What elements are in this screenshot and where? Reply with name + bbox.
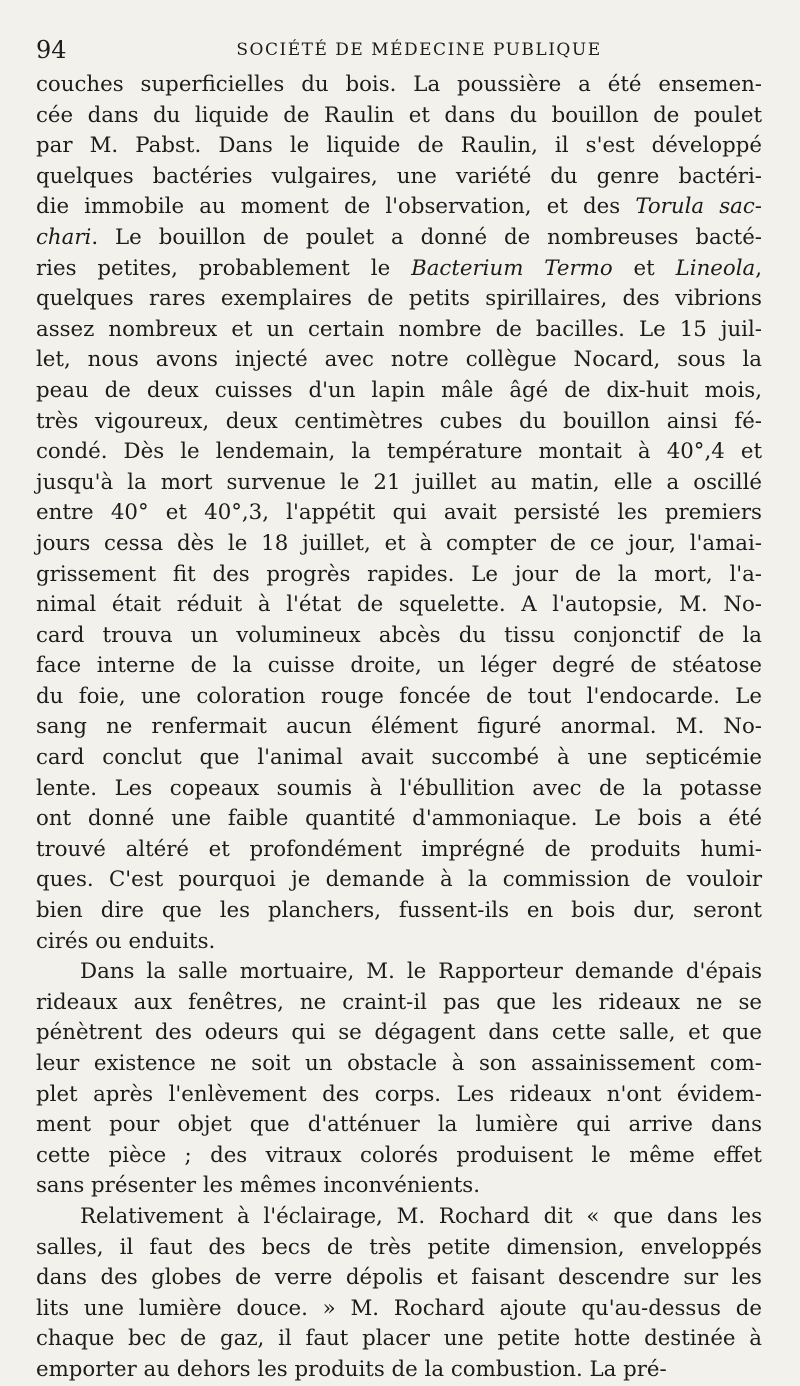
text-line: lente. Les copeaux soumis à l'ébullition avec de la potasse [36, 775, 762, 801]
text-line: ment pour objet que d'atténuer la lumière qui arrive dans [36, 1112, 762, 1138]
text-line: ques. C'est pourquoi je demande à la commission de vouloir [36, 867, 762, 893]
paragraph [36, 70, 762, 957]
text-line: ont donné une faible quantité d'ammoniaque. Le bois a été [36, 806, 762, 832]
text-line: du foie, une coloration rouge foncée de tout l'endocarde. Le [36, 683, 762, 709]
text-line: par M. Pabst. Dans le liquide de Raulin, il s'est développé [36, 133, 762, 159]
text-line: trouvé altéré et profondément imprégné de produits humi- [36, 836, 762, 862]
text-line: lits une lumière douce. » M. Rochard ajoute qu'au-dessus de [36, 1295, 762, 1321]
text-line: ries petites, probablement le Bacterium Termo et Lineola, [36, 255, 762, 281]
text-line: plet après l'enlèvement des corps. Les rideaux n'ont évidem- [36, 1081, 762, 1107]
text-line: sang ne renfermait aucun élément figuré anormal. M. No- [36, 714, 762, 740]
text-line: emporter au dehors les produits de la combustion. La pré- [36, 1356, 667, 1382]
text-line: très vigoureux, deux centimètres cubes du bouillon ainsi fé- [36, 408, 762, 434]
text-line: sans présenter les mêmes inconvénients. [36, 1173, 480, 1199]
text-line: let, nous avons injecté avec notre collègue Nocard, sous la [36, 347, 762, 373]
text-line: quelques bactéries vulgaires, une variété du genre bactéri- [36, 163, 762, 189]
text-line: chari. Le bouillon de poulet a donné de nombreuses bacté- [36, 224, 762, 250]
text-line: pénètrent des odeurs qui se dégagent dans cette salle, et que [36, 1020, 762, 1046]
text-line: bien dire que les planchers, fussent-ils en bois dur, seront [36, 898, 762, 924]
text-line: die immobile au moment de l'observation, et des Torula sac- [36, 194, 762, 220]
text-line: couches superficielles du bois. La poussière a été ensemen- [36, 72, 762, 97]
text-line: dans des globes de verre dépolis et faisant descendre sur les [36, 1265, 762, 1291]
page-number: 94 [36, 36, 67, 64]
text-line: cée dans du liquide de Raulin et dans du bouillon de poulet [36, 102, 762, 128]
running-head: SOCIÉTÉ DE MÉDECINE PUBLIQUE [236, 40, 602, 60]
text-line: nimal était réduit à l'état de squelette. A l'autopsie, M. No- [36, 592, 762, 618]
text-line: assez nombreux et un certain nombre de bacilles. Le 15 juil- [36, 316, 762, 342]
text-line: cette pièce ; des vitraux colorés produisent le même effet [36, 1142, 762, 1168]
text-line: card conclut que l'animal avait succombé à une septicémie [36, 745, 762, 771]
text-line: grissement fit des progrès rapides. Le jour de la mort, l'a- [36, 561, 762, 587]
text-line: Relativement à l'éclairage, M. Rochard dit « que dans les [80, 1203, 762, 1229]
text-line: jusqu'à la mort survenue le 21 juillet au matin, elle a oscillé [36, 469, 762, 495]
text-line: card trouva un volumineux abcès du tissu conjonctif de la [36, 622, 762, 648]
text-line: rideaux aux fenêtres, ne craint-il pas que les rideaux ne se [36, 989, 762, 1015]
text-line: cirés ou enduits. [36, 928, 216, 954]
paragraph [36, 957, 762, 1202]
body-text [36, 70, 762, 1386]
text-line: entre 40° et 40°,3, l'appétit qui avait persisté les premiers [36, 500, 762, 526]
text-line: chaque bec de gaz, il faut placer une petite hotte destinée à [36, 1326, 762, 1352]
text-line: leur existence ne soit un obstacle à son assainissement com- [36, 1051, 762, 1076]
text-line: jours cessa dès le 18 juillet, et à compter de ce jour, l'amai- [36, 530, 762, 556]
text-line: quelques rares exemplaires de petits spirillaires, des vibrions [36, 286, 762, 312]
text-line: salles, il faut des becs de très petite dimension, enveloppés [36, 1234, 762, 1260]
page-header [36, 30, 762, 70]
paragraph [36, 1202, 762, 1386]
text-line: peau de deux cuisses d'un lapin mâle âgé de dix-huit mois, [36, 377, 762, 403]
text-line: face interne de la cuisse droite, un léger degré de stéatose [36, 653, 762, 679]
text-line: Dans la salle mortuaire, M. le Rapporteur demande d'épais [80, 959, 762, 985]
text-line: condé. Dès le lendemain, la température montait à 40°,4 et [36, 439, 762, 465]
